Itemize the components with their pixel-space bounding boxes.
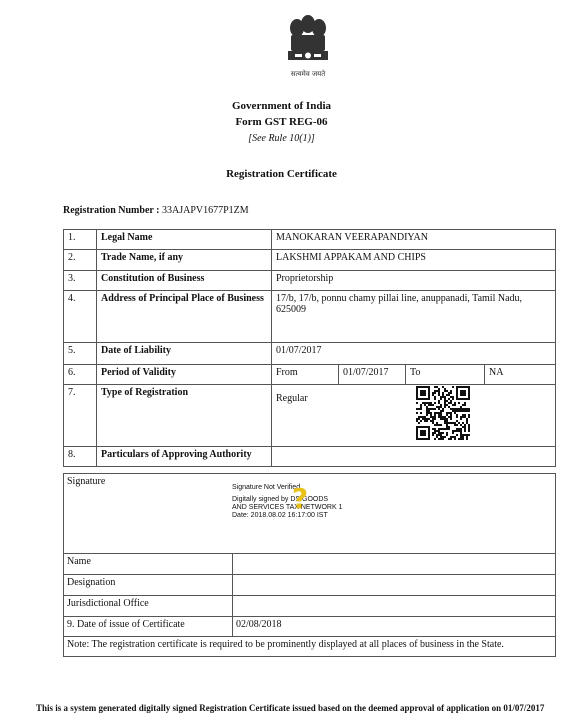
registration-type-cell — [272, 385, 556, 447]
validity-to-value: NA — [485, 365, 556, 385]
legal-name-value: MANOKARAN VEERAPANDIYAN — [272, 230, 556, 250]
row-label: Trade Name, if any — [97, 250, 272, 271]
digital-signature-block — [232, 484, 432, 520]
designation-value — [233, 575, 556, 596]
svg-text:?: ? — [291, 482, 309, 514]
signed-by-line-1: Digitally signed by DS GOODS — [232, 496, 329, 503]
qr-code-icon — [416, 386, 470, 440]
form-name: Form GST REG-06 — [235, 116, 328, 128]
address-value: 17/b, 17/b, ponnu chamy pillai line, anuppanadi, Tamil Nadu, 625009 — [272, 291, 556, 343]
signature-row — [64, 474, 556, 554]
qr-code — [416, 386, 470, 440]
rule-reference: [See Rule 10(1)] — [248, 133, 315, 144]
table-row — [64, 554, 556, 575]
signature-label: Signature — [67, 476, 106, 487]
signature-authority-table — [63, 473, 556, 657]
table-row — [64, 575, 556, 596]
table-row — [64, 385, 556, 447]
registration-number — [63, 205, 249, 216]
table-row — [64, 365, 556, 385]
validity-from-label: From — [272, 365, 339, 385]
row-number: 3. — [64, 271, 97, 291]
table-row — [64, 617, 556, 637]
signed-by-line-2: AND SERVICES TAX NETWORK 1 — [232, 504, 343, 511]
row-label: Period of Validity — [97, 365, 272, 385]
table-row — [64, 271, 556, 291]
row-label: Type of Registration — [97, 385, 272, 447]
trade-name-value: LAKSHMI APPAKAM AND CHIPS — [272, 250, 556, 271]
verification-question-check-icon — [287, 482, 313, 514]
row-number: 6. — [64, 365, 97, 385]
row-label: Legal Name — [97, 230, 272, 250]
registration-number-value: 33AJAPV1677P1ZM — [161, 205, 249, 216]
constitution-value: Proprietorship — [272, 271, 556, 291]
row-label: Constitution of Business — [97, 271, 272, 291]
signature-cell — [64, 474, 556, 554]
national-emblem — [283, 8, 333, 82]
row-number: 1. — [64, 230, 97, 250]
liability-date-value: 01/07/2017 — [272, 343, 556, 365]
row-number: 8. — [64, 447, 97, 467]
signature-date: Date: 2018.08.02 16:17:00 IST — [232, 512, 328, 519]
designation-label: Designation — [64, 575, 233, 596]
national-emblem-icon — [283, 8, 333, 82]
row-label: Date of Liability — [97, 343, 272, 365]
validity-to-label: To — [406, 365, 485, 385]
certificate-title: Registration Certificate — [226, 168, 337, 180]
issue-date-label: 9. Date of issue of Certificate — [64, 617, 233, 637]
table-row — [64, 637, 556, 657]
table-row — [64, 230, 556, 250]
row-number: 4. — [64, 291, 97, 343]
issue-date-value: 02/08/2018 — [233, 617, 556, 637]
row-number: 7. — [64, 385, 97, 447]
table-row — [64, 343, 556, 365]
signature-status: Signature Not Verified — [232, 484, 301, 491]
validity-from-value: 01/07/2017 — [339, 365, 406, 385]
row-label: Particulars of Approving Authority — [97, 447, 272, 467]
name-label: Name — [64, 554, 233, 575]
registration-details-table — [63, 229, 556, 467]
display-note: Note: The registration certificate is required to be prominently displayed at all places of business in the State. — [64, 637, 556, 657]
row-number: 2. — [64, 250, 97, 271]
registration-number-label: Registration Number : — [63, 205, 160, 216]
table-row — [64, 447, 556, 467]
table-row — [64, 291, 556, 343]
jurisdictional-office-value — [233, 596, 556, 617]
registration-type-value: Regular — [276, 393, 308, 404]
name-value — [233, 554, 556, 575]
table-row — [64, 250, 556, 271]
table-row — [64, 596, 556, 617]
approving-authority-value — [272, 447, 556, 467]
government-heading: Government of India — [232, 100, 331, 112]
row-number: 5. — [64, 343, 97, 365]
row-label: Address of Principal Place of Business — [97, 291, 272, 343]
emblem-motto: सत्यमेव जयते — [290, 70, 326, 78]
footer-statement: This is a system generated digitally signed Registration Certificate issued based on the deemed approval of application on 01/07/2017 — [36, 703, 545, 713]
jurisdictional-office-label: Jurisdictional Office — [64, 596, 233, 617]
